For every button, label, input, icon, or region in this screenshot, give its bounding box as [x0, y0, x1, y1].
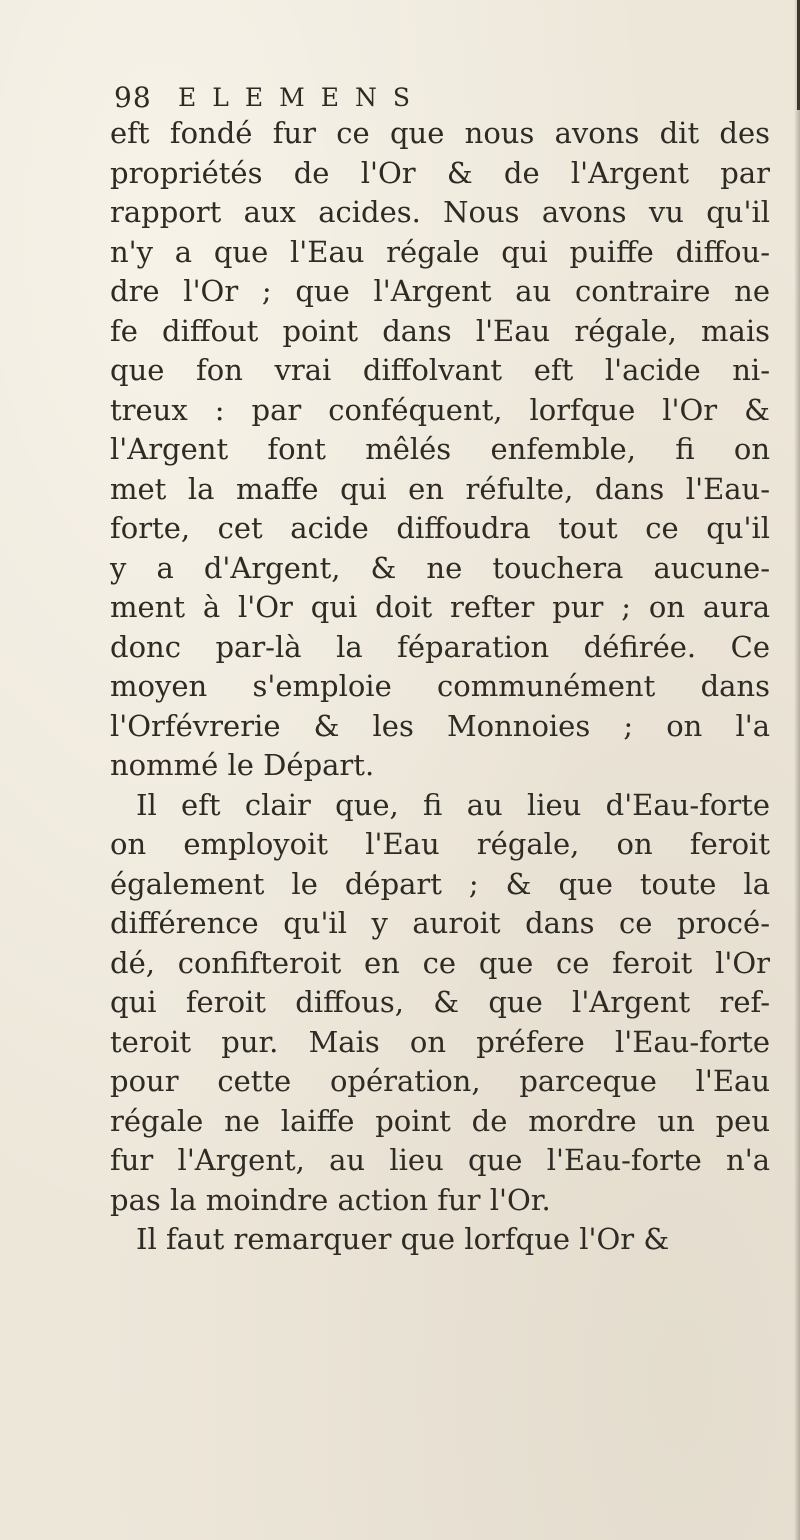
- text-line: régale ne laiffe point de mordre un peu: [110, 1103, 770, 1138]
- text-line: l'Orfévrerie & les Monnoies ; on l'a: [110, 708, 770, 743]
- running-title: ELEMENS: [178, 83, 426, 112]
- text-line: pas la moindre action fur l'Or.: [110, 1182, 551, 1217]
- text-line: met la maffe qui en réfulte, dans l'Eau-: [110, 471, 770, 506]
- text-line: treux : par conféquent, lorfque l'Or &: [110, 392, 770, 427]
- text-line: dre l'Or ; que l'Argent au contraire ne: [110, 274, 770, 308]
- text-line: que fon vrai diffolvant eft l'acide ni-: [110, 353, 770, 387]
- text-line: eft fondé fur ce que nous avons dit des: [110, 116, 770, 150]
- text-line: ment à l'Or qui doit refter pur ; on aura: [110, 590, 770, 624]
- text-line: teroit pur. Mais on préfere l'Eau-forte: [110, 1024, 770, 1059]
- text-line: Il eft clair que, fi au lieu d'Eau-forte: [136, 787, 770, 822]
- text-line: n'y a que l'Eau régale qui puiffe diffou-: [110, 234, 770, 269]
- text-line: également le départ ; & que toute la: [110, 866, 770, 901]
- text-line: y a d'Argent, & ne touchera aucune-: [110, 550, 770, 585]
- body-text: [110, 114, 770, 1260]
- text-line: forte, cet acide diffoudra tout ce qu'il: [110, 511, 770, 545]
- page-edge-shadow: [794, 0, 800, 1540]
- text-line: donc par-là la féparation défirée. Ce: [110, 629, 770, 664]
- page-number: 98: [114, 81, 152, 114]
- text-line: l'Argent font mêlés enfemble, fi on: [110, 432, 770, 466]
- text-line: Il faut remarquer que lorfque l'Or &: [136, 1222, 670, 1256]
- text-line: différence qu'il y auroit dans ce procé-: [110, 906, 770, 940]
- text-line: fur l'Argent, au lieu que l'Eau-forte n'a: [110, 1143, 770, 1177]
- text-line: rapport aux acides. Nous avons vu qu'il: [110, 195, 770, 229]
- text-line: dé, confifteroit en ce que ce feroit l'Or: [110, 945, 770, 980]
- text-line: propriétés de l'Or & de l'Argent par: [110, 155, 770, 190]
- text-line: fe diffout point dans l'Eau régale, mais: [110, 313, 770, 348]
- text-line: qui feroit diffous, & que l'Argent ref-: [110, 985, 770, 1019]
- text-line: nommé le Départ.: [110, 748, 375, 782]
- text-line: moyen s'emploie communément dans: [110, 669, 770, 703]
- text-line: pour cette opération, parceque l'Eau: [110, 1064, 770, 1098]
- text-line: on employoit l'Eau régale, on feroit: [110, 827, 770, 861]
